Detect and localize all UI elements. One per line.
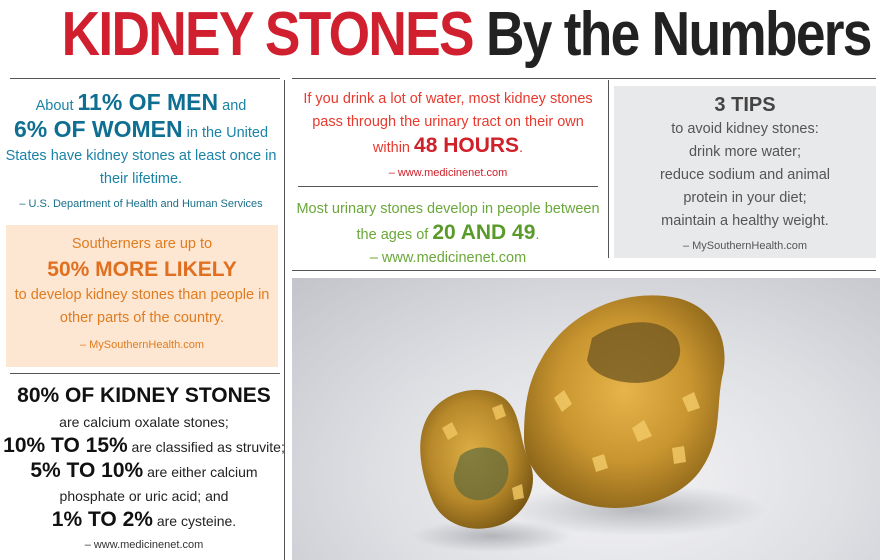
water-text-1: If you drink a lot of water, most kidney stones pass through the urinary tract on their own within: [303, 91, 593, 156]
water-hours: 48 HOURS: [414, 134, 520, 157]
stones-80-percent: 80% OF KIDNEY STONES: [17, 384, 271, 407]
tips-heading: 3 TIPS: [714, 94, 776, 116]
kidney-stones-illustration: [292, 278, 880, 560]
south-text-2: to develop kidney stones than people in other parts of the country.: [14, 287, 270, 326]
left-divider-lower: [10, 373, 280, 374]
top-divider-left: [10, 78, 280, 79]
stones-10-15-percent: 10% TO 15%: [3, 434, 128, 457]
title-kidney-stones: KIDNEY STONES: [61, 0, 473, 69]
top-divider-right: [292, 78, 876, 79]
men-women-source: – U.S. Department of Health and Human Services: [19, 198, 263, 210]
tips-line-4: maintain a healthy weight.: [661, 213, 829, 229]
water-stat: [292, 86, 604, 181]
ages-range: 20 AND 49: [432, 221, 536, 244]
south-text-1: Southerners are up to: [71, 236, 213, 252]
stones-source: – www.medicinenet.com: [84, 539, 204, 551]
title-by-the-numbers: By the Numbers: [485, 0, 871, 69]
tips-line-2: drink more water;: [688, 144, 801, 160]
men-women-text-1: About: [35, 98, 78, 114]
tips-line-3: reduce sodium and animal protein in your diet;: [659, 167, 831, 206]
stone-types-stat: [0, 380, 288, 560]
women-percent: 6% OF WOMEN: [13, 116, 183, 142]
men-percent: 11% OF MEN: [77, 89, 219, 115]
stones-1-2-percent: 1% TO 2%: [51, 508, 153, 531]
ages-stat: [292, 196, 604, 266]
page-title: [61, 0, 871, 70]
ages-text-2: .: [535, 227, 540, 243]
stones-text-3: are either calcium phosphate or uric acid; and: [59, 464, 258, 504]
tips-box: [614, 86, 876, 258]
tips-source: – MySouthernHealth.com: [682, 240, 808, 252]
water-text-2: .: [519, 140, 524, 156]
stones-text-2: are classified as struvite;: [127, 439, 285, 455]
tips-line-1: to avoid kidney stones:: [671, 121, 819, 137]
column-divider-middle: [608, 80, 609, 258]
men-women-stat: [0, 86, 282, 214]
ages-source: – www.medicinenet.com: [369, 250, 527, 266]
stones-text-4: are cysteine.: [152, 513, 237, 529]
middle-divider: [298, 186, 598, 187]
stones-text-1: are calcium oxalate stones;: [59, 414, 229, 430]
kidney-stones-photo: [292, 278, 880, 560]
south-percent: 50% MORE LIKELY: [47, 258, 237, 281]
south-source: – MySouthernHealth.com: [79, 339, 205, 351]
men-women-text-2: and: [218, 98, 247, 114]
water-source: – www.medicinenet.com: [388, 167, 508, 179]
southerners-stat: [6, 225, 278, 367]
stones-5-10-percent: 5% TO 10%: [30, 459, 144, 482]
men-women-text-3: in the United States have kidney stones at least once in their lifetime.: [5, 125, 277, 187]
photo-top-divider: [292, 270, 876, 271]
ages-text-1: Most urinary stones develop in people between the ages of: [296, 201, 600, 243]
